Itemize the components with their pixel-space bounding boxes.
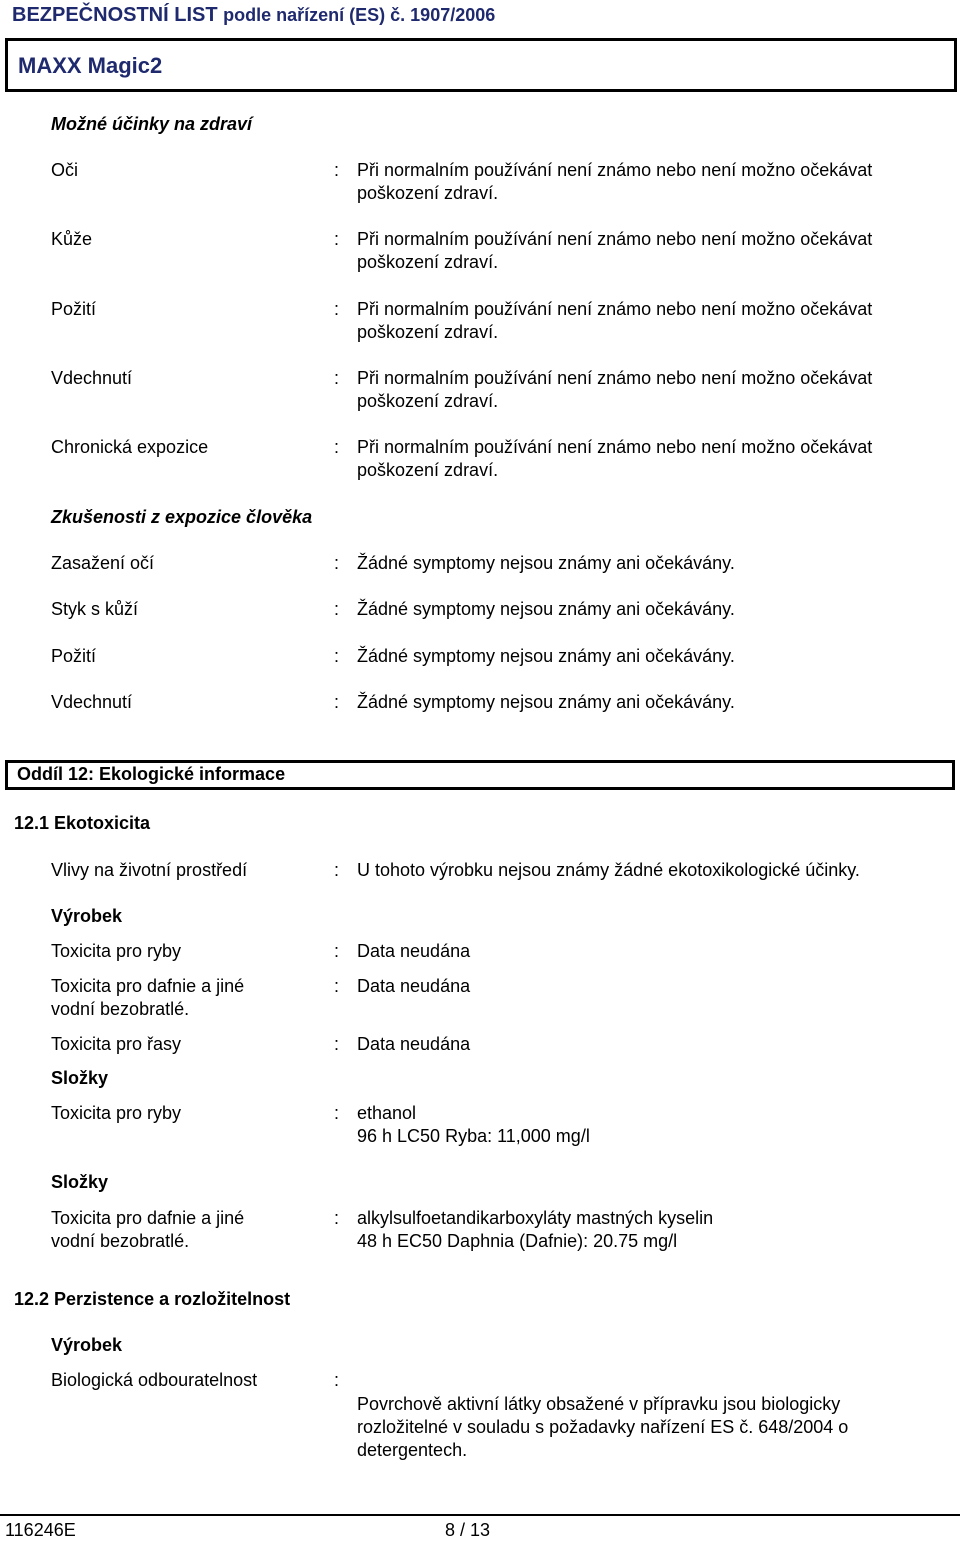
- section-12-title: Oddíl 12: Ekologické informace: [17, 764, 286, 784]
- exposure-value-ingestion: Žádné symptomy nejsou známy ani očekávány.: [357, 646, 735, 666]
- exposure-label-eyes: Zasažení očí: [51, 553, 155, 573]
- colon: :: [334, 692, 340, 712]
- product-name: MAXX Magic2: [18, 53, 163, 78]
- components-subheading: Složky: [51, 1068, 109, 1088]
- algae-toxicity-value: Data neudána: [357, 1034, 471, 1054]
- colon: :: [334, 1370, 340, 1390]
- health-label-inhalation: Vdechnutí: [51, 368, 133, 388]
- colon: :: [334, 646, 340, 666]
- colon: :: [334, 941, 340, 961]
- colon: :: [334, 437, 340, 457]
- health-value-eyes-cont: poškození zdraví.: [357, 183, 499, 203]
- colon: :: [334, 1034, 340, 1054]
- footer-divider: [0, 1514, 960, 1516]
- env-effects-label: Vlivy na životní prostředí: [51, 860, 248, 880]
- biodegradability-value-end: detergentech.: [357, 1440, 468, 1460]
- document-title: BEZPEČNOSTNÍ LIST: [12, 4, 218, 26]
- health-value-chronic: Při normalním používání není známo nebo není možno očekávat: [357, 437, 873, 457]
- colon: :: [334, 160, 340, 180]
- section-12-header: [5, 760, 955, 790]
- colon: :: [334, 229, 340, 249]
- health-value-eyes: Při normalním používání není známo nebo není možno očekávat: [357, 160, 873, 180]
- colon: :: [334, 299, 340, 319]
- biodegradability-value-cont: rozložitelné v souladu s požadavky nařízení ES č. 648/2004 o: [357, 1417, 849, 1437]
- health-label-ingestion: Požití: [51, 299, 97, 319]
- exposure-value-eyes: Žádné symptomy nejsou známy ani očekávány.: [357, 553, 735, 573]
- product-name-box: [5, 38, 957, 92]
- exposure-label-inhalation: Vdechnutí: [51, 692, 133, 712]
- colon: :: [334, 599, 340, 619]
- algae-toxicity-label: Toxicita pro řasy: [51, 1034, 182, 1054]
- component-daphnia-toxicity-label: Toxicita pro dafnie a jiné: [51, 1208, 245, 1228]
- persistence-heading: 12.2 Perzistence a rozložitelnost: [14, 1289, 291, 1309]
- daphnia-toxicity-value: Data neudána: [357, 976, 471, 996]
- colon: :: [334, 553, 340, 573]
- health-value-ingestion: Při normalním používání není známo nebo není možno očekávat: [357, 299, 873, 319]
- component-daphnia-result: 48 h EC50 Daphnia (Dafnie): 20.75 mg/l: [357, 1231, 678, 1251]
- health-value-chronic-cont: poškození zdraví.: [357, 460, 499, 480]
- fish-toxicity-label: Toxicita pro ryby: [51, 941, 182, 961]
- document-code: 116246E: [5, 1520, 76, 1540]
- health-label-skin: Kůže: [51, 229, 93, 249]
- health-label-chronic: Chronická expozice: [51, 437, 209, 457]
- component-daphnia-substance: alkylsulfoetandikarboxyláty mastných kyselin: [357, 1208, 714, 1228]
- components-subheading: Složky: [51, 1172, 109, 1192]
- component-fish-toxicity-label: Toxicita pro ryby: [51, 1103, 182, 1123]
- exposure-value-skin: Žádné symptomy nejsou známy ani očekávány.: [357, 599, 735, 619]
- component-fish-substance: ethanol: [357, 1103, 417, 1123]
- health-value-skin-cont: poškození zdraví.: [357, 252, 499, 272]
- colon: :: [334, 1208, 340, 1228]
- health-effects-heading: Možné účinky na zdraví: [51, 114, 253, 134]
- fish-toxicity-value: Data neudána: [357, 941, 471, 961]
- health-value-ingestion-cont: poškození zdraví.: [357, 322, 499, 342]
- exposure-label-skin: Styk s kůží: [51, 599, 139, 619]
- colon: :: [334, 976, 340, 996]
- colon: :: [334, 860, 340, 880]
- product-subheading: Výrobek: [51, 1335, 123, 1355]
- biodegradability-label: Biologická odbouratelnost: [51, 1370, 258, 1390]
- daphnia-toxicity-label-cont: vodní bezobratlé.: [51, 999, 190, 1019]
- exposure-value-inhalation: Žádné symptomy nejsou známy ani očekávány.: [357, 692, 735, 712]
- daphnia-toxicity-label: Toxicita pro dafnie a jiné: [51, 976, 245, 996]
- ecotoxicity-heading: 12.1 Ekotoxicita: [14, 813, 151, 833]
- colon: :: [334, 1103, 340, 1123]
- exposure-heading: Zkušenosti z expozice člověka: [51, 507, 313, 527]
- health-value-inhalation: Při normalním používání není známo nebo není možno očekávat: [357, 368, 873, 388]
- page-number: 8 / 13: [445, 1520, 491, 1540]
- colon: :: [334, 368, 340, 388]
- component-fish-result: 96 h LC50 Ryba: 11,000 mg/l: [357, 1126, 590, 1146]
- exposure-label-ingestion: Požití: [51, 646, 97, 666]
- health-value-skin: Při normalním používání není známo nebo není možno očekávat: [357, 229, 873, 249]
- env-effects-value: U tohoto výrobku nejsou známy žádné ekotoxikologické účinky.: [357, 860, 860, 880]
- component-daphnia-toxicity-label-cont: vodní bezobratlé.: [51, 1231, 190, 1251]
- health-value-inhalation-cont: poškození zdraví.: [357, 391, 499, 411]
- health-label-eyes: Oči: [51, 160, 78, 180]
- biodegradability-value: Povrchově aktivní látky obsažené v přípravku jsou biologicky: [357, 1394, 841, 1414]
- regulation-reference: podle nařízení (ES) č. 1907/2006: [223, 5, 496, 25]
- product-subheading: Výrobek: [51, 906, 123, 926]
- document-header: [12, 4, 495, 27]
